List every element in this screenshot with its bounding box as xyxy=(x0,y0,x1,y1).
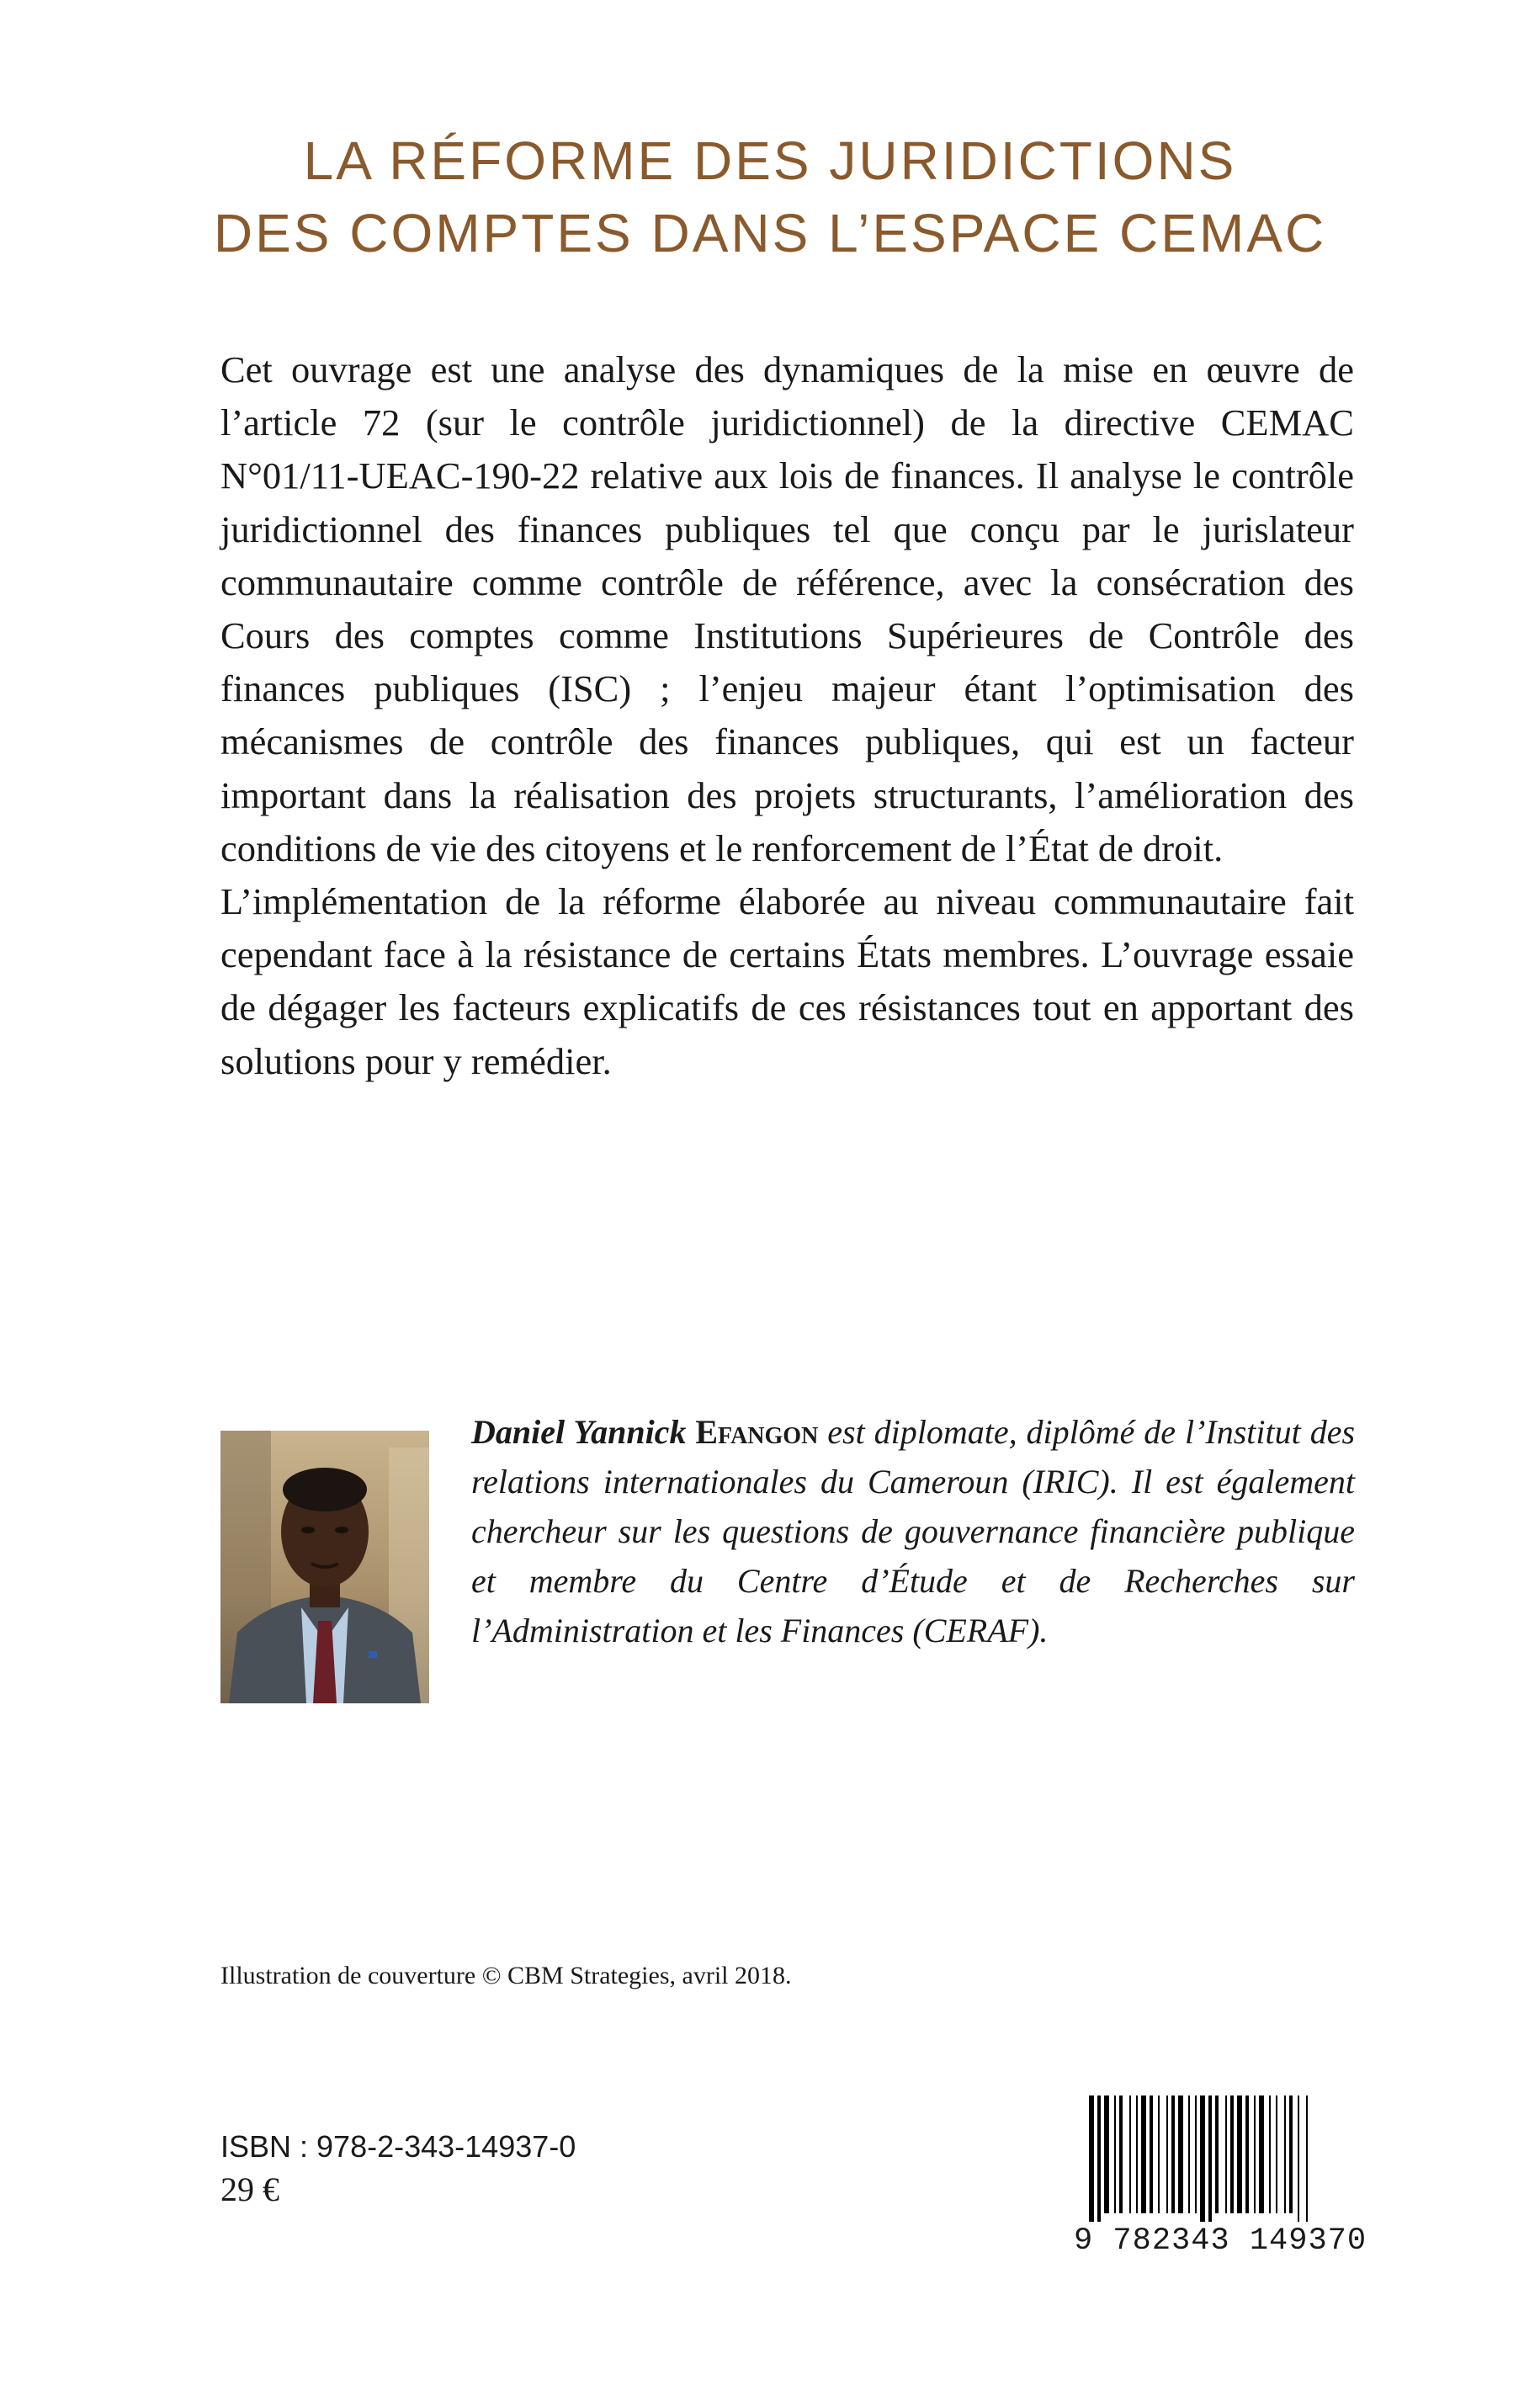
barcode-bar xyxy=(1230,2096,1234,2213)
book-title xyxy=(0,125,1540,269)
summary-paragraph-2: L’implémentation de la réforme élaborée au niveau communautaire fait cependant face à la résistance de certains États membres. L’ouvrage essaie de dégager les facteurs explicatifs de ces résistances tout en apportant des solutions pour y remédier. xyxy=(220,880,1354,1082)
barcode-bar xyxy=(1225,2096,1227,2213)
barcode-bar xyxy=(1150,2096,1153,2213)
author-photo xyxy=(220,1431,429,1703)
summary-paragraph-1: Cet ouvrage est une analyse des dynamiques de la mise en œuvre de l’article 72 (sur le contrôle juridictionnel) de la directive CEMAC N°01/11-UEAC-190-22 relative aux lois de finances. Il analyse le contrôle juridictionnel des finances publiques tel que conçu par le jurislateur communautaire comme contrôle de référence, avec la consécration des Cours des comptes comme Institutions Supérieures de Contrôle des finances publiques (ISC) ; l’enjeu majeur étant l’optimisation des mécanismes de contrôle des finances publiques, qui est un facteur important dans la réalisation des projets structurants, l’amélioration des conditions de vie des citoyens et le renforcement de l’État de droit. xyxy=(220,348,1354,869)
title-line-1: LA RÉFORME DES JURIDICTIONS xyxy=(303,130,1237,191)
barcode-bar xyxy=(1114,2096,1116,2213)
barcode-bar xyxy=(1245,2096,1249,2213)
barcode-bar xyxy=(1097,2096,1101,2222)
barcode-bar xyxy=(1089,2096,1094,2222)
barcode-bar xyxy=(1269,2096,1271,2213)
author-bio xyxy=(471,1407,1355,1655)
barcode-bar xyxy=(1208,2096,1212,2222)
barcode-bar xyxy=(1289,2096,1293,2213)
cover-credit: Illustration de couverture © CBM Strategies, avril 2018. xyxy=(220,1962,792,1989)
author-bio-text: est diplomate, diplômé de l’Institut des relations internationales du Cameroun (IRIC). Il est également chercheur sur les questions de gouvernance financière publique et membre du Centre d’Étude et de Recherches sur l’Administration et les Finances (CERAF). xyxy=(471,1413,1356,1649)
barcode xyxy=(1086,2096,1346,2222)
barcode-bar xyxy=(1254,2096,1256,2213)
barcode-bar xyxy=(1104,2096,1109,2213)
barcode-bar xyxy=(1171,2096,1175,2213)
barcode-bar xyxy=(1259,2096,1264,2213)
barcode-bar xyxy=(1200,2096,1205,2222)
barcode-bar xyxy=(1158,2096,1160,2213)
barcode-bar xyxy=(1178,2096,1183,2213)
barcode-bar xyxy=(1298,2096,1299,2222)
barcode-bar xyxy=(1306,2096,1308,2222)
author-surname: Efangon xyxy=(695,1413,819,1451)
barcode-digits: 9 782343 149370 xyxy=(1074,2223,1367,2259)
title-line-2: DES COMPTES DANS L’ESPACE CEMAC xyxy=(213,203,1327,263)
book-summary xyxy=(220,343,1354,1088)
barcode-bar xyxy=(1188,2096,1190,2213)
isbn: ISBN : 978-2-343-14937-0 xyxy=(220,2129,576,2164)
barcode-bar xyxy=(1136,2096,1138,2213)
price: 29 € xyxy=(220,2170,279,2208)
barcode-bar xyxy=(1215,2096,1219,2213)
barcode-bar xyxy=(1284,2096,1286,2213)
barcode-bar xyxy=(1141,2096,1146,2213)
barcode-bar xyxy=(1129,2096,1131,2213)
barcode-bar xyxy=(1276,2096,1277,2213)
barcode-bar xyxy=(1237,2096,1242,2213)
barcode-bar xyxy=(1119,2096,1123,2213)
author-name: Daniel Yannick xyxy=(471,1413,687,1451)
barcode-bar xyxy=(1166,2096,1168,2213)
barcode-bar xyxy=(1195,2096,1197,2213)
